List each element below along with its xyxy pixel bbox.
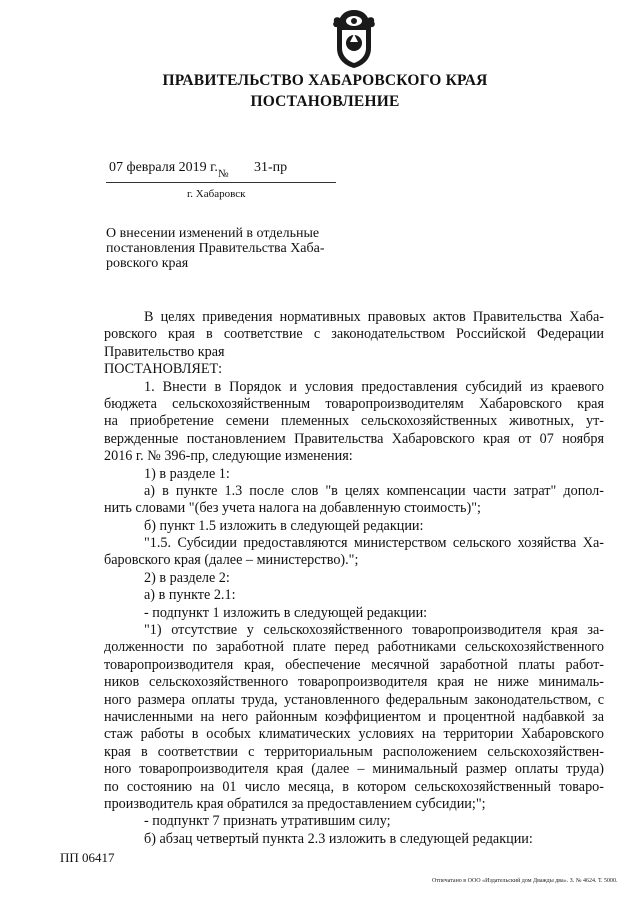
body-line: б) пункт 1.5 изложить в следующей редакции: (144, 517, 424, 534)
document-number: 31-пр (254, 160, 288, 175)
body-line: ников сельскохозяйственного товаропроизводителя края не ниже минималь- (104, 674, 604, 691)
body-line: Правительство края (104, 343, 225, 360)
document-code: ПП 06417 (60, 850, 115, 865)
document-subject (106, 226, 346, 271)
body-line: "1) отсутствие у сельскохозяйственного товаропроизводителя края за- (144, 622, 604, 639)
body-line: ного размера оплаты труда, установленного федеральным законодательством, с (104, 691, 604, 708)
date-number-line (106, 160, 336, 184)
body-line: а) в пункте 1.3 после слов "в целях компенсации части затрат" допол- (144, 482, 604, 499)
body-line: В целях приведения нормативных правовых актов Правительства Хаба- (144, 309, 604, 325)
body-line: а) в пункте 2.1: (144, 587, 236, 604)
body-line: начисленными на него районным коэффициентом и процентной надбавкой за (104, 708, 604, 725)
body-line: долженности по заработной плате перед работниками сельскохозяйственного (104, 639, 604, 656)
body-line: нить словами "(без учета налога на добавленную стоимость)"; (104, 500, 481, 517)
body-line: "1.5. Субсидии предоставляются министерством сельского хозяйства Ха- (144, 535, 604, 552)
body-line: баровского края (далее – министерство)."; (104, 552, 359, 569)
body-line: - подпункт 1 изложить в следующей редакции: (144, 604, 428, 621)
body-line: товаропроизводителя края, обеспечение месячной заработной платы работ- (104, 656, 604, 673)
document-type-title: ПОСТАНОВЛЕНИЕ (250, 93, 400, 110)
body-line: края в соответствии с территориальным расположением сельскохозяйствен- (104, 743, 604, 760)
body-line: б) абзац четвертый пункта 2.3 изложить в следующей редакции: (144, 830, 533, 847)
body-line: 2) в разделе 2: (144, 569, 230, 586)
document-date: 07 февраля 2019 г. (109, 160, 218, 175)
city-label: г. Хабаровск (187, 188, 246, 200)
body-line: 2016 г. № 396-пр, следующие изменения: (104, 448, 353, 465)
body-line: 1. Внести в Порядок и условия предоставления субсидий из краевого (144, 378, 604, 395)
document-body (104, 309, 604, 848)
body-line: ного товаропроизводителя края (далее – минимальный размер оплаты труда) (104, 761, 604, 778)
date-underline (106, 182, 336, 183)
body-line: ровского края в соответствие с законодательством Российской Федерации (104, 326, 604, 343)
body-line: производитель края обратился за предоставлением субсидии;"; (104, 795, 486, 812)
number-sign: № (218, 168, 229, 180)
body-line: 1) в разделе 1: (144, 465, 230, 482)
body-line: по состоянию на 01 число месяца, в котором сельскохозяйственный товаро- (104, 778, 604, 795)
body-line: на приобретение семени племенных сельскохозяйственных животных, ут- (104, 413, 604, 430)
body-line: вержденные постановлением Правительства Хабаровского края от 07 ноября (104, 430, 604, 447)
subject-line: О внесении изменений в отдельные (106, 226, 320, 241)
body-line: - подпункт 7 признать утратившим силу; (144, 813, 391, 830)
coat-of-arms-emblem (328, 8, 380, 70)
body-line: стаж работы в особых климатических условиях на территории Хабаровского (104, 726, 604, 743)
government-title: ПРАВИТЕЛЬСТВО ХАБАРОВСКОГО КРАЯ (162, 72, 488, 89)
printer-imprint: Отпечатано в ООО «Издательский дом Дважды два». З. № 4624. Т. 5000. (432, 878, 618, 884)
body-line: бюджета сельскохозяйственным товаропроизводителям Хабаровского края (104, 395, 604, 412)
subject-line: постановления Правительства Хаба- (106, 241, 325, 256)
body-line: ПОСТАНОВЛЯЕТ: (104, 361, 223, 378)
subject-line: ровского края (106, 256, 189, 271)
